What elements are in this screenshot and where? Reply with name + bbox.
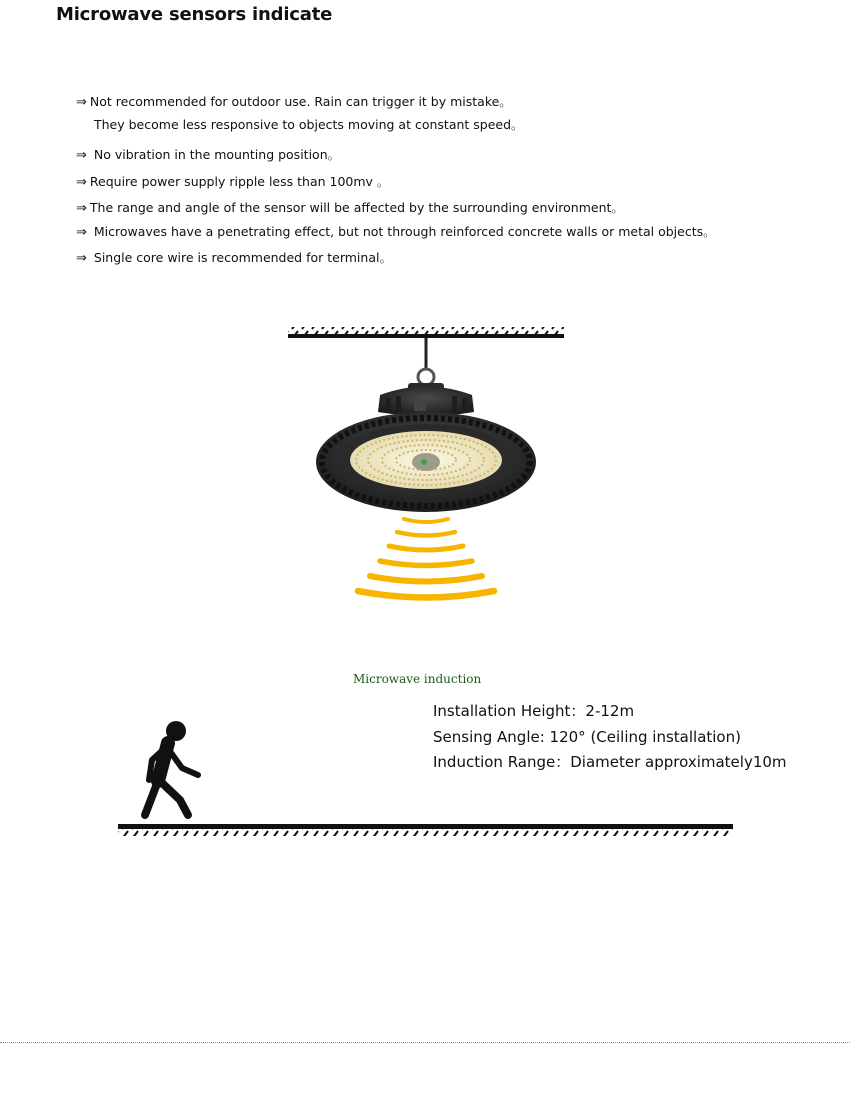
spec-sensing-angle: Sensing Angle: 120° (Ceiling installation) [433, 727, 741, 746]
note-item [76, 92, 512, 110]
specs-list [433, 699, 787, 776]
floor-line [118, 824, 733, 836]
note-text: No vibration in the mounting position。 [89, 147, 341, 162]
note-text: Microwaves have a penetrating effect, but not through reinforced concrete walls or metal objects。 [89, 224, 716, 239]
spec-induction-range: Induction Range：Diameter approximately10m [433, 753, 787, 771]
notes-list [0, 0, 850, 280]
note-text: Require power supply ripple less than 100mv 。 [89, 174, 390, 189]
section-divider [0, 1042, 850, 1043]
high-bay-lamp-icon [316, 383, 536, 512]
arrow-icon: ⇒ [76, 225, 87, 240]
note-text: The range and angle of the sensor will be affected by the surrounding environment。 [89, 200, 624, 215]
spec-installation-height: Installation Height：2-12m [433, 702, 635, 720]
walking-person-icon [145, 721, 198, 815]
arrow-icon: ⇒ [76, 148, 87, 163]
arrow-icon: ⇒ [76, 175, 87, 190]
note-item [76, 222, 716, 240]
arrow-icon: ⇒ [76, 95, 87, 110]
note-item [76, 145, 340, 163]
note-item [76, 198, 624, 216]
note-text: Not recommended for outdoor use. Rain can trigger it by mistake。 [89, 94, 512, 109]
ceiling-line [288, 327, 564, 338]
page-title: Microwave sensors indicate [56, 4, 333, 25]
hanger-hook [418, 338, 434, 385]
note-item [94, 115, 524, 133]
microwave-waves [358, 519, 494, 598]
arrow-icon: ⇒ [76, 201, 87, 216]
note-item [76, 172, 389, 190]
arrow-icon: ⇒ [76, 251, 87, 266]
note-item [76, 248, 392, 266]
note-text: Single core wire is recommended for terminal。 [89, 250, 392, 265]
note-text: They become less responsive to objects moving at constant speed。 [94, 117, 524, 132]
diagram-label: Microwave induction [353, 672, 482, 686]
